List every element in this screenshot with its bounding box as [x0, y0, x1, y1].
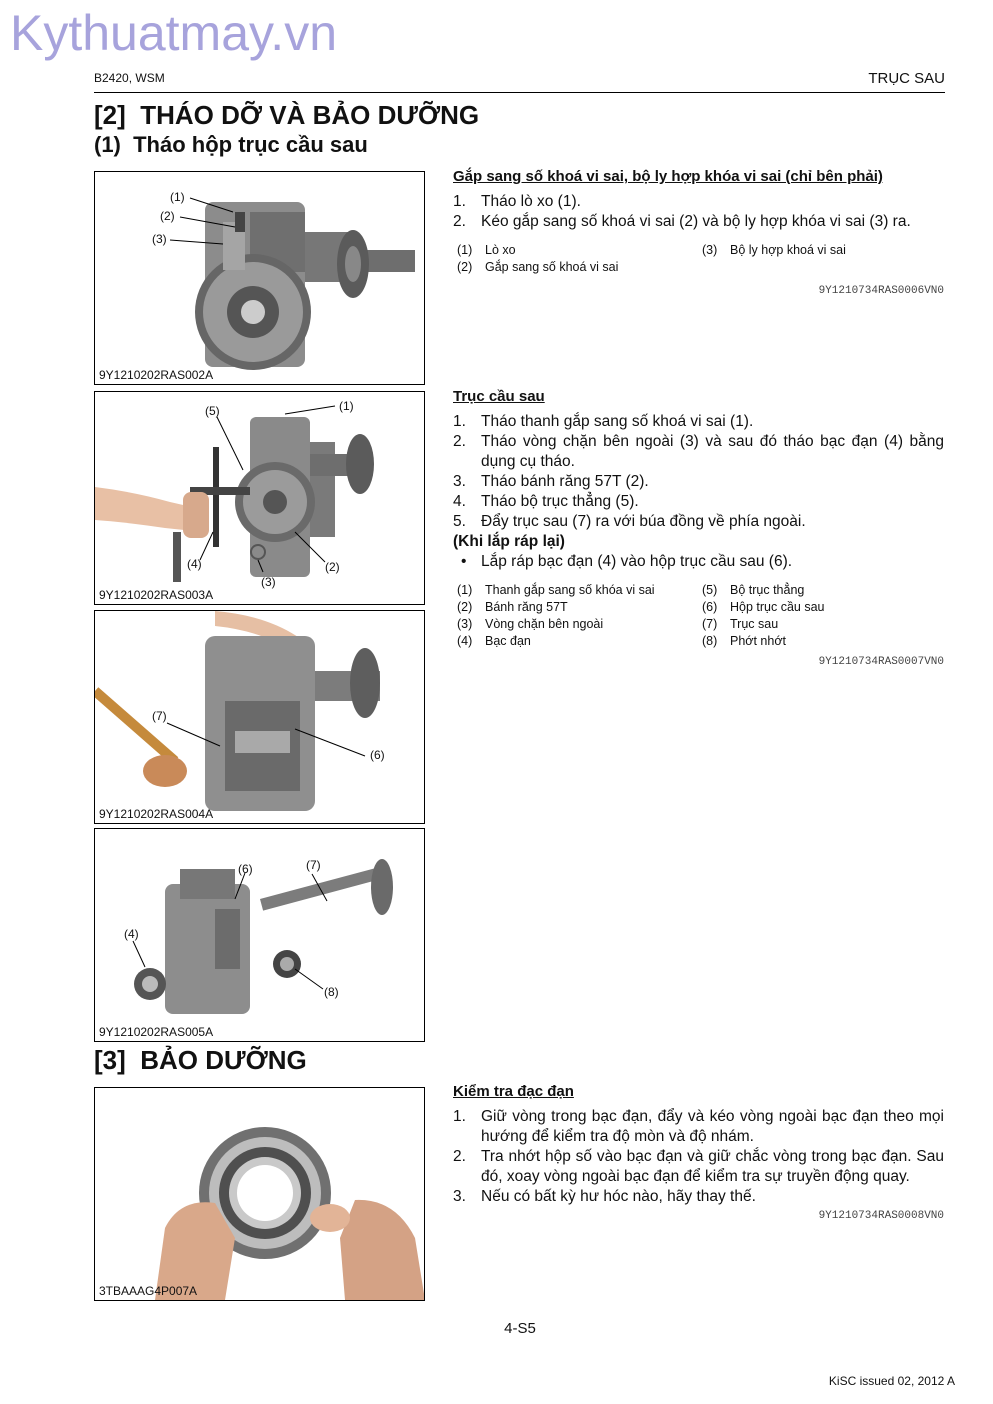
step: 3. Nếu có bất kỳ hư hóc nào, hãy thay thế. — [453, 1188, 756, 1205]
topic-heading: Kiểm tra đạc đạn — [453, 1083, 574, 1100]
legend-item: (4) Bạc đạn — [457, 634, 531, 648]
figure-hammer-shaft — [94, 610, 425, 824]
callout: (6) — [238, 862, 253, 876]
callout: (2) — [325, 560, 340, 574]
callout: (5) — [205, 404, 220, 418]
step-list — [453, 192, 944, 232]
callout: (3) — [152, 232, 167, 246]
callout: (1) — [170, 190, 185, 204]
step: 3. Tháo bánh răng 57T (2). — [453, 473, 649, 490]
figure-code: 9Y1210202RAS004A — [99, 807, 214, 821]
reassembly-bullet: • Lắp ráp bạc đạn (4) vào hộp trục cầu sau (6). — [461, 553, 793, 570]
reassembly-label: (Khi lắp ráp lại) — [453, 533, 565, 550]
figure-disassembled-parts — [94, 828, 425, 1042]
parts-legend — [453, 582, 944, 650]
figure-bearing-check — [94, 1087, 425, 1301]
callout: (1) — [339, 399, 354, 413]
legend-item: (5) Bộ trục thẳng — [702, 583, 805, 597]
topic-heading: Trục cầu sau — [453, 388, 545, 405]
figure-gear-housing — [94, 171, 425, 385]
callout: (4) — [124, 927, 139, 941]
legend-item: (3) Vòng chặn bên ngoài — [457, 617, 604, 631]
figure-puller-removal — [94, 391, 425, 605]
section-2-title: [2] THÁO DỠ VÀ BẢO DƯỠNG — [94, 100, 480, 130]
figure-code: 3TBAAAG4P007A — [99, 1284, 198, 1298]
watermark: Kythuatmay.vn — [10, 5, 338, 61]
legend-item: (7) Trục sau — [702, 617, 779, 631]
figure-code: 9Y1210202RAS003A — [99, 588, 214, 602]
block-diff-lock — [453, 168, 944, 299]
legend-item: (6) Hộp trục cầu sau — [702, 600, 825, 614]
step-list — [453, 1107, 944, 1207]
header-rule — [94, 92, 945, 93]
legend-item: (2) Bánh răng 57T — [457, 600, 568, 614]
step: 5. Đẩy trục sau (7) ra với búa đồng về phía ngoài. — [453, 513, 806, 530]
reference-code: 9Y1210734RAS0006VN0 — [818, 285, 944, 297]
legend-item: (1) Thanh gắp sang số khóa vi sai — [457, 583, 655, 597]
figure-code: 9Y1210202RAS005A — [99, 1025, 214, 1039]
callout: (3) — [261, 575, 276, 589]
section-3-title: [3] BẢO DƯỠNG — [94, 1045, 307, 1075]
block-rear-axle — [453, 388, 944, 670]
step: 2. Tra nhớt hộp số vào bạc đạn và giữ chắc vòng trong bạc đạn. Sau đó, xoay vòng ngoài bạc đạn để kiểm tra sự truyền động quay. — [453, 1148, 944, 1185]
callout: (8) — [324, 985, 339, 999]
step-list — [453, 412, 944, 532]
legend-item: (3) Bộ ly hợp khoá vi sai — [702, 243, 846, 257]
legend-item: (1) Lò xo — [457, 243, 516, 257]
topic-heading: Gắp sang số khoá vi sai, bộ ly hợp khóa vi sai (chỉ bên phải) — [453, 168, 883, 185]
callout: (7) — [306, 858, 321, 872]
step: 4. Tháo bộ trục thẳng (5). — [453, 493, 639, 510]
section-2-subtitle: (1) Tháo hộp trục cầu sau — [94, 132, 368, 157]
step: 1. Giữ vòng trong bạc đạn, đẩy và kéo vòng ngoài bạc đạn theo mọi hướng để kiểm tra độ mòn và độ nhám. — [453, 1108, 944, 1145]
callout: (2) — [160, 209, 175, 223]
callout: (4) — [187, 557, 202, 571]
step: 2. Kéo gắp sang số khoá vi sai (2) và bộ ly hợp khóa vi sai (3) ra. — [453, 213, 911, 230]
step: 2. Tháo vòng chặn bên ngoài (3) và sau đó tháo bạc đạn (4) bằng dụng cụ tháo. — [453, 433, 944, 470]
parts-legend — [453, 242, 944, 280]
step: 1. Tháo lò xo (1). — [453, 193, 581, 210]
step: 1. Tháo thanh gắp sang số khoá vi sai (1). — [453, 413, 754, 430]
header-section: TRỤC SAU — [868, 70, 945, 87]
reference-code: 9Y1210734RAS0007VN0 — [818, 656, 944, 668]
issue-note: KiSC issued 02, 2012 A — [828, 1374, 955, 1388]
figure-code: 9Y1210202RAS002A — [99, 368, 214, 382]
legend-item: (8) Phớt nhớt — [702, 634, 787, 648]
callout: (7) — [152, 709, 167, 723]
page-number: 4-S5 — [504, 1320, 536, 1337]
block-bearing-check — [453, 1083, 944, 1224]
legend-item: (2) Gắp sang số khoá vi sai — [457, 260, 619, 274]
reference-code: 9Y1210734RAS0008VN0 — [818, 1210, 944, 1222]
callout: (6) — [370, 748, 385, 762]
header-model: B2420, WSM — [94, 71, 165, 85]
